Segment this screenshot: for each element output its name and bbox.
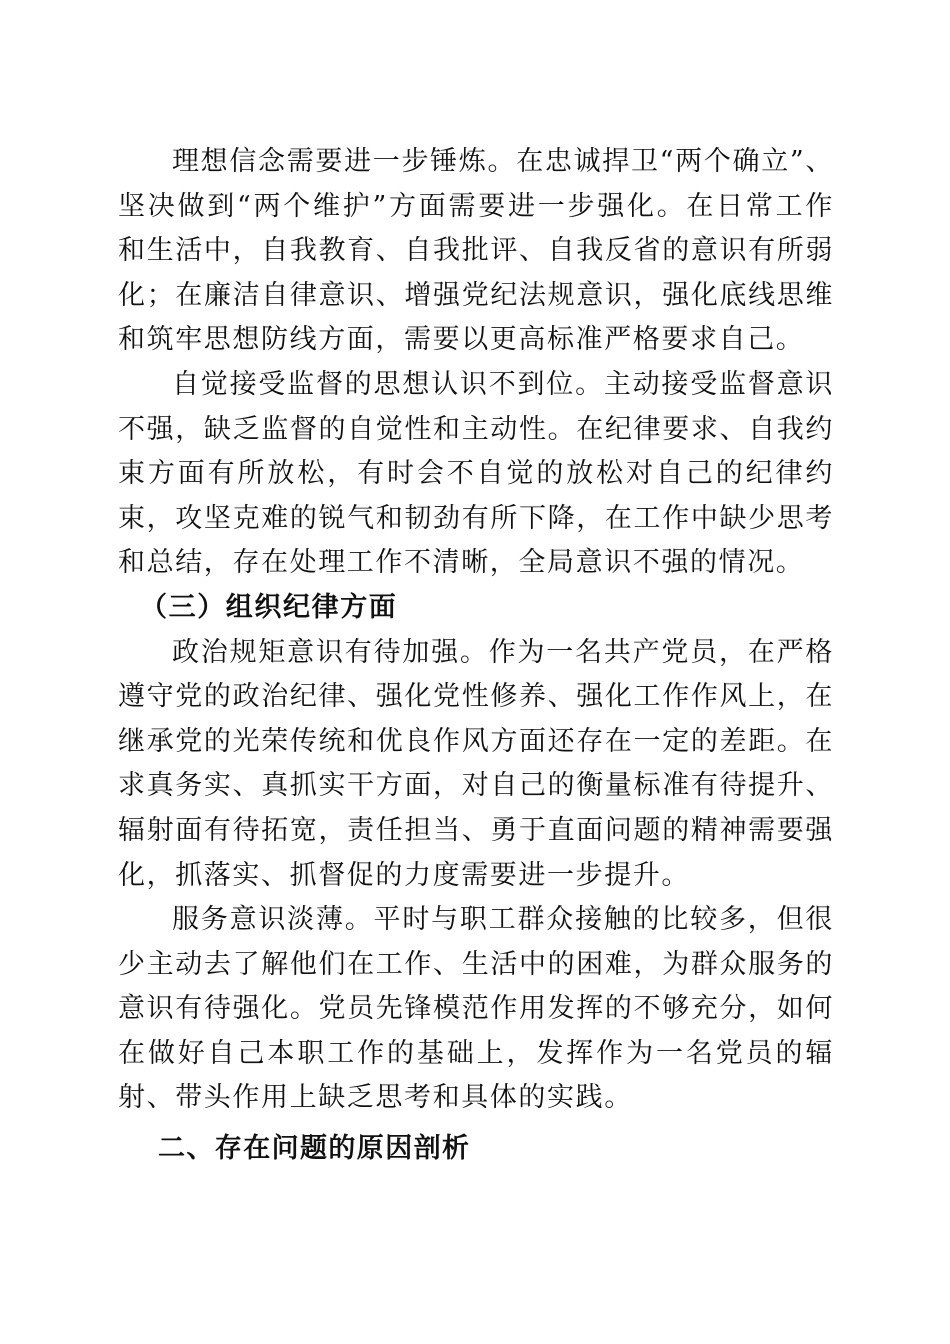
paragraph-political-rules: 政治规矩意识有待加强。作为一名共产党员，在严格遵守党的政治纪律、强化党性修养、强化工作作风上，在继承党的光荣传统和优良作风方面还存在一定的差距。在求真务实、真抓实干方面，对自己的衡量标准有待提升、辐射面有待拓宽，责任担当、勇于直面问题的精神需要强化，抓落实、抓督促的力度需要进一步提升。 [118, 636, 834, 891]
document-page [118, 140, 834, 1172]
paragraph-ideals-beliefs: 理想信念需要进一步锤炼。在忠诚捍卫“两个确立”、坚决做到“两个维护”方面需要进一步强化。在日常工作和生活中，自我教育、自我批评、自我反省的意识有所弱化；在廉洁自律意识、增强党纪法规意识，强化底线思维和筑牢思想防线方面，需要以更高标准严格要求自己。 [118, 146, 834, 356]
paragraph-accept-supervision: 自觉接受监督的思想认识不到位。主动接受监督意识不强，缺乏监督的自觉性和主动性。在纪律要求、自我约束方面有所放松，有时会不自觉的放松对自己的纪律约束，攻坚克难的锐气和韧劲有所下降，在工作中缺少思考和总结，存在处理工作不清晰，全局意识不强的情况。 [118, 368, 834, 579]
paragraph-service-awareness: 服务意识淡薄。平时与职工群众接触的比较多，但很少主动去了解他们在工作、生活中的困难，为群众服务的意识有待强化。党员先锋模范作用发挥的不够充分，如何在做好自己本职工作的基础上，发挥作为一名党员的辐射、带头作用上缺乏思考和具体的实践。 [118, 904, 834, 1114]
subheading-organizational-discipline: （三）组织纪律方面 [140, 591, 398, 623]
section-heading-cause-analysis: 二、存在问题的原因剖析 [158, 1133, 471, 1165]
